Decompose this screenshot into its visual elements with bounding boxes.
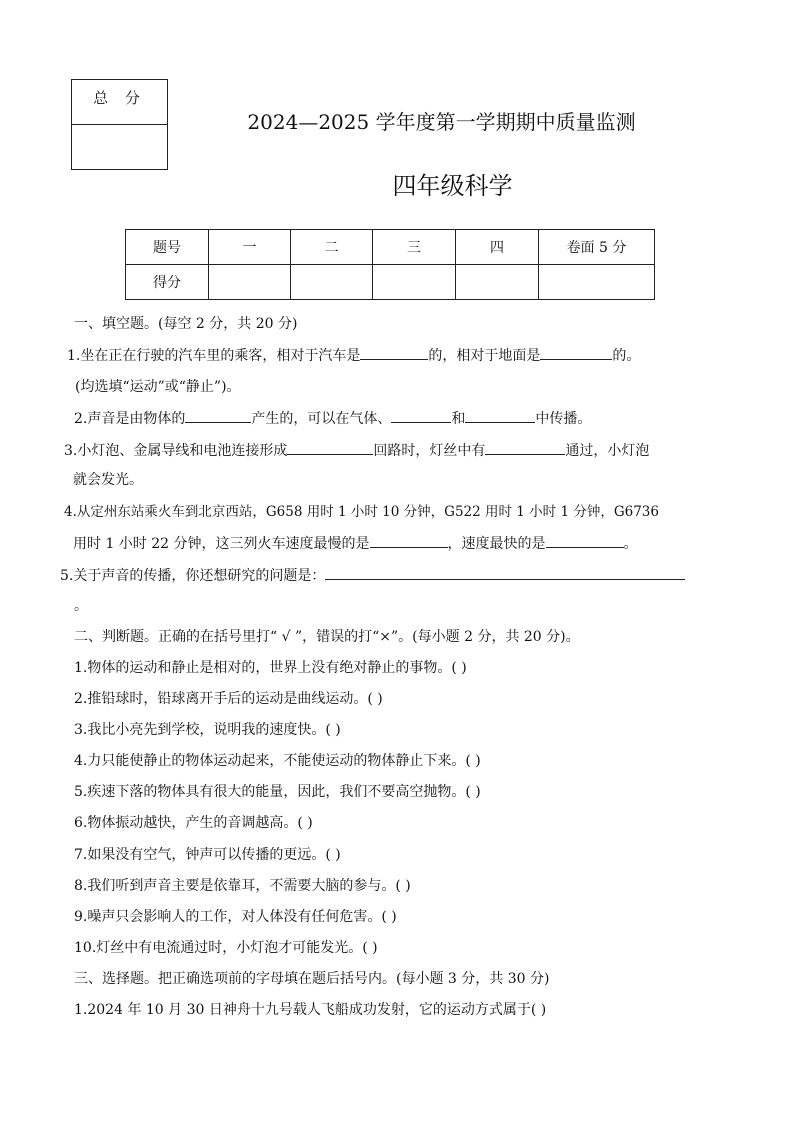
answer-blank[interactable] (485, 440, 565, 455)
question-text: 。 (623, 536, 638, 552)
score-table-score-row (126, 265, 655, 300)
judge-item: 9.噪声只会影响人的工作，对人体没有任何危害。( ) (74, 909, 397, 925)
total-score-label: 总 分 (72, 80, 167, 125)
question-text: 的，相对于地面是 (428, 348, 541, 364)
question-text: ，速度最快的是 (447, 536, 546, 552)
question-text: 2.声音是由物体的 (74, 411, 186, 427)
score-table-header-cell: 卷面 5 分 (539, 230, 655, 265)
question-1-2 (74, 408, 793, 429)
question-1-5-end: 。 (74, 598, 88, 614)
answer-blank[interactable] (185, 408, 251, 423)
score-table-header-cell: 三 (373, 230, 456, 265)
score-cell[interactable] (209, 265, 291, 300)
score-table-header-cell: 二 (291, 230, 373, 265)
question-1-1 (67, 345, 793, 366)
score-table-header-cell: 一 (209, 230, 291, 265)
judge-item: 2.推铅球时，铅球离开手后的运动是曲线运动。( ) (74, 691, 383, 707)
question-1-3 (64, 440, 793, 461)
question-text: 5.关于声音的传播，你还想研究的问题是： (60, 568, 326, 584)
question-text: 和 (451, 411, 466, 427)
judge-item: 4.力只能使静止的物体运动起来，不能使运动的物体静止下来。( ) (74, 753, 481, 769)
question-1-5 (60, 565, 793, 586)
question-text: 回路时，灯丝中有 (373, 443, 486, 459)
score-cell[interactable] (539, 265, 655, 300)
score-row-label: 得分 (126, 265, 209, 300)
exam-subtitle: 四年级科学 (392, 172, 513, 200)
question-text: 中传播。 (535, 411, 592, 427)
question-text: 的。 (612, 348, 641, 364)
section3-heading: 三、选择题。把正确选项前的字母填在题后括号内。(每小题 3 分，共 30 分) (74, 971, 550, 987)
question-1-1-note: (均选填“运动”或“静止”)。 (75, 379, 241, 395)
judge-item: 1.物体的运动和静止是相对的，世界上没有绝对静止的事物。( ) (74, 660, 467, 676)
section1-heading: 一、填空题。(每空 2 分，共 20 分) (74, 316, 298, 332)
judge-item: 7.如果没有空气，钟声可以传播的更远。( ) (74, 847, 341, 863)
judge-item: 3.我比小亮先到学校，说明我的速度快。( ) (74, 722, 341, 738)
judge-item: 5.疾速下落的物体具有很大的能量，因此，我们不要高空抛物。( ) (74, 784, 481, 800)
answer-blank[interactable] (287, 440, 373, 455)
question-1-4: 4.从定州东站乘火车到北京西站，G658 用时 1 小时 10 分钟，G522 用时 1 小时 1 分钟，G6736 (64, 504, 659, 520)
answer-blank[interactable] (465, 408, 535, 423)
answer-blank[interactable] (391, 408, 451, 423)
question-1-4-cont (73, 533, 793, 554)
question-text: 用时 1 小时 22 分钟，这三列火车速度最慢的是 (73, 536, 370, 552)
answer-blank[interactable] (325, 565, 685, 580)
section2-heading: 二、判断题。正确的在括号里打“ √ ”，错误的打“×”。(每小题 2 分，共 20 分)。 (74, 629, 580, 645)
score-table-header-cell: 题号 (126, 230, 209, 265)
score-table (125, 229, 655, 300)
score-cell[interactable] (456, 265, 539, 300)
question-text: 通过，小灯泡 (565, 443, 650, 459)
question-text: 3.小灯泡、金属导线和电池连接形成 (64, 443, 288, 459)
answer-blank[interactable] (540, 345, 612, 360)
answer-blank[interactable] (546, 533, 624, 548)
score-cell[interactable] (373, 265, 456, 300)
score-cell[interactable] (291, 265, 373, 300)
judge-item: 6.物体振动越快，产生的音调越高。( ) (74, 815, 313, 831)
score-table-header-row (126, 230, 655, 265)
judge-item: 8.我们听到声音主要是依靠耳，不需要大脑的参与。( ) (74, 878, 411, 894)
score-table-header-cell: 四 (456, 230, 539, 265)
question-text: 产生的，可以在气体、 (251, 411, 392, 427)
choice-item: 1.2024 年 10 月 30 日神舟十九号载人飞船成功发射，它的运动方式属于( ) (74, 1002, 547, 1018)
question-1-3-cont: 就会发光。 (73, 472, 143, 488)
answer-blank[interactable] (370, 533, 448, 548)
judge-item: 10.灯丝中有电流通过时，小灯泡才可能发光。( ) (74, 940, 378, 956)
answer-blank[interactable] (360, 345, 428, 360)
question-text: 1.坐在正在行驶的汽车里的乘客，相对于汽车是 (67, 348, 361, 364)
exam-title: 2024—2025 学年度第一学期期中质量监测 (247, 110, 636, 134)
